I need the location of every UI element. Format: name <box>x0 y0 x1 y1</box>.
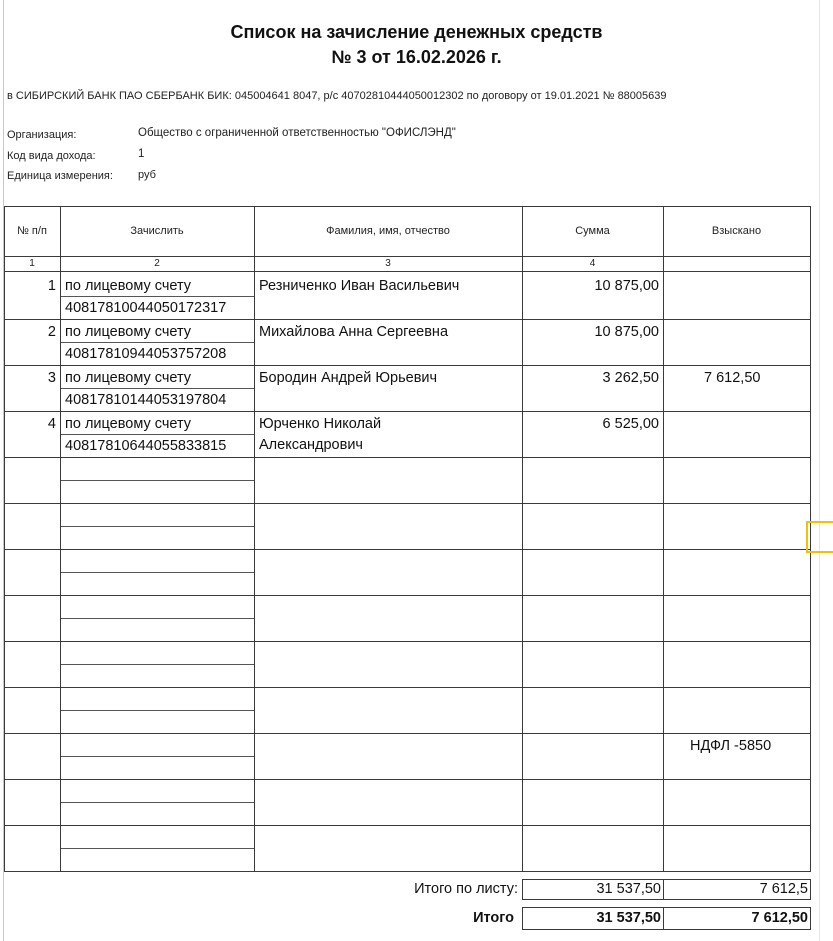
row-4-credit: по лицевому счету <box>65 416 192 432</box>
income-code-value: 1 <box>138 148 145 160</box>
row-2-credit: по лицевому счету <box>65 324 192 340</box>
col-number-3: 3 <box>385 258 391 269</box>
grid-line <box>4 641 811 642</box>
page-right-border <box>819 0 820 941</box>
grand-total-label: Итого <box>473 910 514 926</box>
col-number-2: 2 <box>154 258 160 269</box>
document-title: Список на зачисление денежных средств <box>230 22 603 42</box>
header-amount: Сумма <box>575 225 610 237</box>
grid-line <box>4 503 811 504</box>
grid-line <box>60 206 61 872</box>
row-1-amount: 10 875,00 <box>594 278 659 294</box>
row-1-name: Резниченко Иван Васильевич <box>259 278 460 294</box>
row-4-number: 4 <box>47 416 56 432</box>
row-4-account: 40817810644055833815 <box>65 438 227 454</box>
header-withheld: Взыскано <box>711 225 762 237</box>
bank-details: в СИБИРСКИЙ БАНК ПАО СБЕРБАНК БИК: 045004641 8047, р/с 40702810444050012302 по договору от 19.01.2021 № 88005639 <box>7 90 667 102</box>
cell-selection-marker[interactable] <box>806 521 833 553</box>
grid-line <box>60 388 255 389</box>
tax-note: НДФЛ -5850 <box>690 738 772 754</box>
grid-line <box>4 206 811 207</box>
row-2-amount: 10 875,00 <box>594 324 659 340</box>
row-1-number: 1 <box>47 278 56 294</box>
grid-line <box>4 457 811 458</box>
grid-line <box>60 756 255 757</box>
grid-line <box>4 825 811 826</box>
grid-line <box>4 595 811 596</box>
row-2-number: 2 <box>47 324 56 340</box>
header-credit: Зачислить <box>130 225 184 237</box>
page-total-withheld: 7 612,5 <box>759 881 808 897</box>
row-2-name: Михайлова Анна Сергеевна <box>259 324 449 340</box>
grid-line <box>60 618 255 619</box>
grid-line <box>60 526 255 527</box>
grid-line <box>60 342 255 343</box>
unit-value: руб <box>138 169 156 181</box>
row-2-account: 40817810944053757208 <box>65 346 227 362</box>
grid-line <box>60 572 255 573</box>
row-4-name: Юрченко Николай <box>259 416 382 432</box>
col-number-4: 4 <box>589 258 596 269</box>
grid-line <box>4 687 811 688</box>
grid-line <box>4 319 811 320</box>
col-number-1: 1 <box>29 258 35 269</box>
grid-line <box>60 710 255 711</box>
grid-line <box>4 411 811 412</box>
unit-label: Единица измерения: <box>7 170 113 182</box>
page-total-label: Итого по листу: <box>414 881 518 897</box>
organization-label: Организация: <box>7 129 77 141</box>
document-number: № 3 от 16.02.2026 г. <box>331 47 502 67</box>
row-3-name: Бородин Андрей Юрьевич <box>259 370 438 386</box>
grid-line <box>4 271 811 272</box>
row-3-number: 3 <box>47 370 56 386</box>
row-1-account: 40817810044050172317 <box>65 300 227 316</box>
grid-line <box>4 365 811 366</box>
row-3-account: 40817810144053197804 <box>65 392 227 408</box>
page-total-amount: 31 537,50 <box>596 881 661 897</box>
grid-line <box>60 480 255 481</box>
income-code-label: Код вида дохода: <box>7 150 96 162</box>
grid-line <box>60 664 255 665</box>
row-3-withheld: 7 612,50 <box>704 370 761 386</box>
grid-line <box>60 848 255 849</box>
row-4-amount: 6 525,00 <box>602 416 659 432</box>
row-4-name-line2: Александрович <box>259 437 363 453</box>
grid-line <box>663 206 664 872</box>
grid-line <box>4 256 811 257</box>
row-1-credit: по лицевому счету <box>65 278 192 294</box>
grand-total-withheld: 7 612,50 <box>751 910 808 926</box>
grid-line <box>4 733 811 734</box>
row-3-amount: 3 262,50 <box>602 370 659 386</box>
grid-line <box>4 549 811 550</box>
grid-line <box>522 206 523 872</box>
row-3-credit: по лицевому счету <box>65 370 192 386</box>
grid-line <box>4 871 811 872</box>
grid-line <box>60 434 255 435</box>
grid-line <box>4 779 811 780</box>
grid-line <box>254 206 255 872</box>
grid-line <box>60 296 255 297</box>
grid-line <box>60 802 255 803</box>
grand-total-amount: 31 537,50 <box>596 910 661 926</box>
header-number: № п/п <box>17 225 47 237</box>
grid-line <box>4 206 5 872</box>
header-full-name: Фамилия, имя, отчество <box>326 225 450 237</box>
organization-value: Общество с ограниченной ответственностью "ОФИСЛЭНД" <box>138 127 456 139</box>
